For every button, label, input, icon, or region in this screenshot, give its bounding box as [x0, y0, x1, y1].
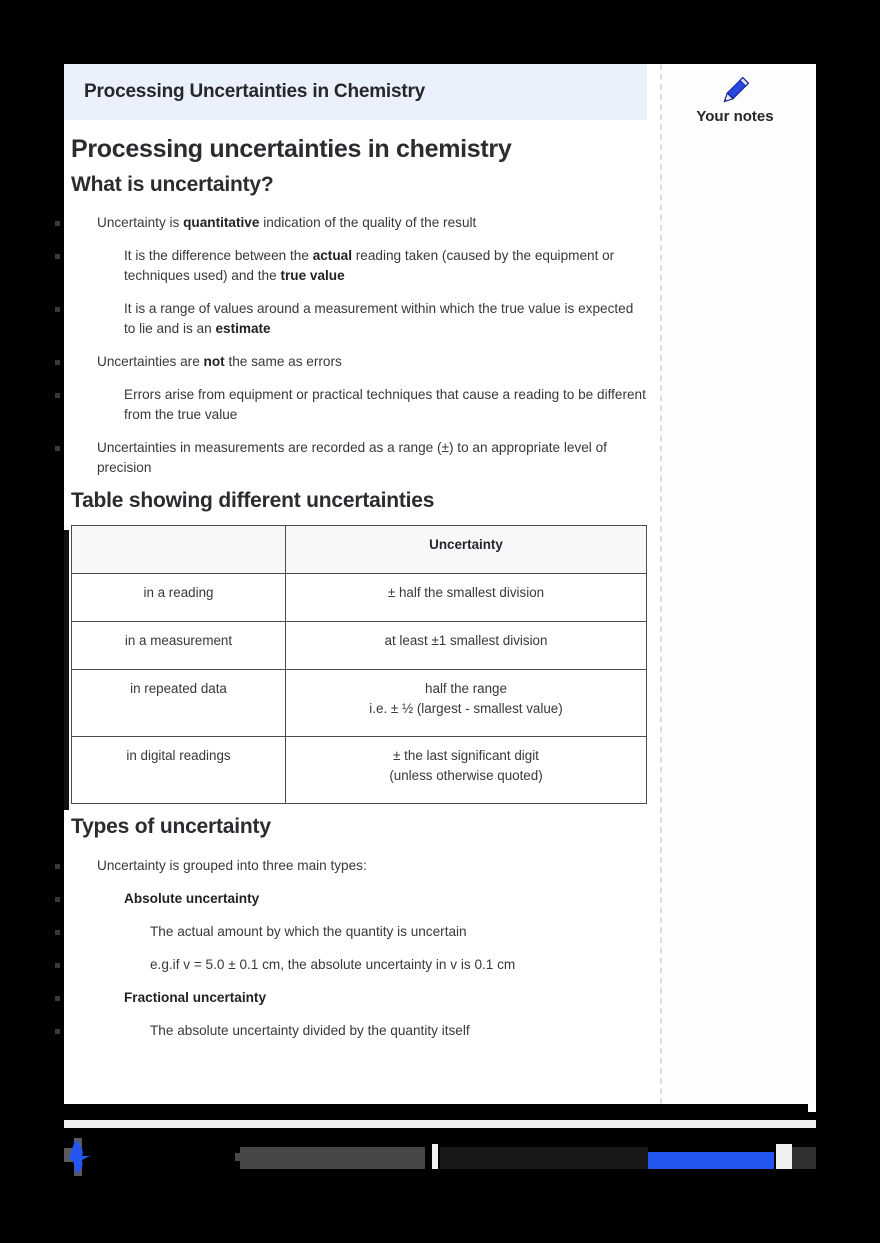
pencil-icon: [718, 74, 752, 108]
list-item: The actual amount by which the quantity is uncertain: [71, 922, 647, 942]
table-header-row: [72, 526, 647, 574]
table-cell-value: at least ±1 smallest division: [286, 622, 647, 670]
footer-strip: [64, 1120, 816, 1128]
list-item: It is the difference between the actual reading taken (caused by the equipment or techniques used) and the true value: [71, 246, 647, 286]
table-row: [72, 622, 647, 670]
topic-banner: [64, 64, 647, 120]
list-item: Uncertainties in measurements are recorded as a range (±) to an appropriate level of precision: [71, 438, 647, 478]
table-cell-value: ± half the smallest division: [286, 574, 647, 622]
main-column: [64, 64, 647, 1041]
footer-text-redacted: [240, 1147, 425, 1169]
table-row: [72, 737, 647, 804]
table-cell-label: in a measurement: [72, 622, 286, 670]
banner-title: Processing Uncertainties in Chemistry: [84, 81, 426, 102]
document-page: [64, 64, 816, 1104]
notes-label: Your notes: [696, 108, 774, 125]
notes-panel[interactable]: [662, 64, 816, 1104]
section-heading-types: Types of uncertainty: [71, 815, 271, 839]
list-item: It is a range of values around a measurement within which the true value is expected to lie and is an estimate: [71, 299, 647, 339]
table-row: [72, 670, 647, 737]
table-row: [72, 574, 647, 622]
list-item: Errors arise from equipment or practical techniques that cause a reading to be different from the true value: [71, 385, 647, 425]
uncertainty-definition-list: [71, 213, 647, 478]
list-item: Uncertainty is quantitative indication of the quality of the result: [71, 213, 647, 233]
footer-separator: [432, 1144, 438, 1169]
table-header-uncertainty: Uncertainty: [286, 526, 647, 574]
content: [64, 134, 647, 1041]
table-cell-label: in digital readings: [72, 737, 286, 804]
table-header-empty: [72, 526, 286, 574]
list-item: Absolute uncertainty: [71, 889, 647, 909]
table-cell-label: in a reading: [72, 574, 286, 622]
footer-separator: [776, 1144, 792, 1169]
table-cell-label: in repeated data: [72, 670, 286, 737]
table-cell-value: ± the last significant digit (unless otherwise quoted): [286, 737, 647, 804]
footer-link[interactable]: [648, 1152, 774, 1169]
list-item: Uncertainty is grouped into three main types:: [71, 856, 647, 876]
table-edge-marker: [64, 530, 69, 810]
section-heading-table: Table showing different uncertainties: [71, 489, 435, 513]
uncertainty-table: [71, 525, 647, 804]
list-item: Fractional uncertainty: [71, 988, 647, 1008]
table-cell-value: half the range i.e. ± ½ (largest - smallest value): [286, 670, 647, 737]
list-item: Uncertainties are not the same as errors: [71, 352, 647, 372]
page-corner: [808, 1104, 816, 1112]
footer-page-number: [792, 1147, 816, 1169]
types-list: [71, 856, 647, 1041]
brand-logo-icon: [64, 1136, 92, 1176]
list-item: e.g.if v = 5.0 ± 0.1 cm, the absolute uncertainty in v is 0.1 cm: [71, 955, 647, 975]
page-title: Processing uncertainties in chemistry: [71, 135, 512, 163]
list-item: The absolute uncertainty divided by the quantity itself: [71, 1021, 647, 1041]
section-heading-what-is-uncertainty: What is uncertainty?: [71, 173, 274, 196]
footer-text-redacted: [440, 1147, 648, 1169]
